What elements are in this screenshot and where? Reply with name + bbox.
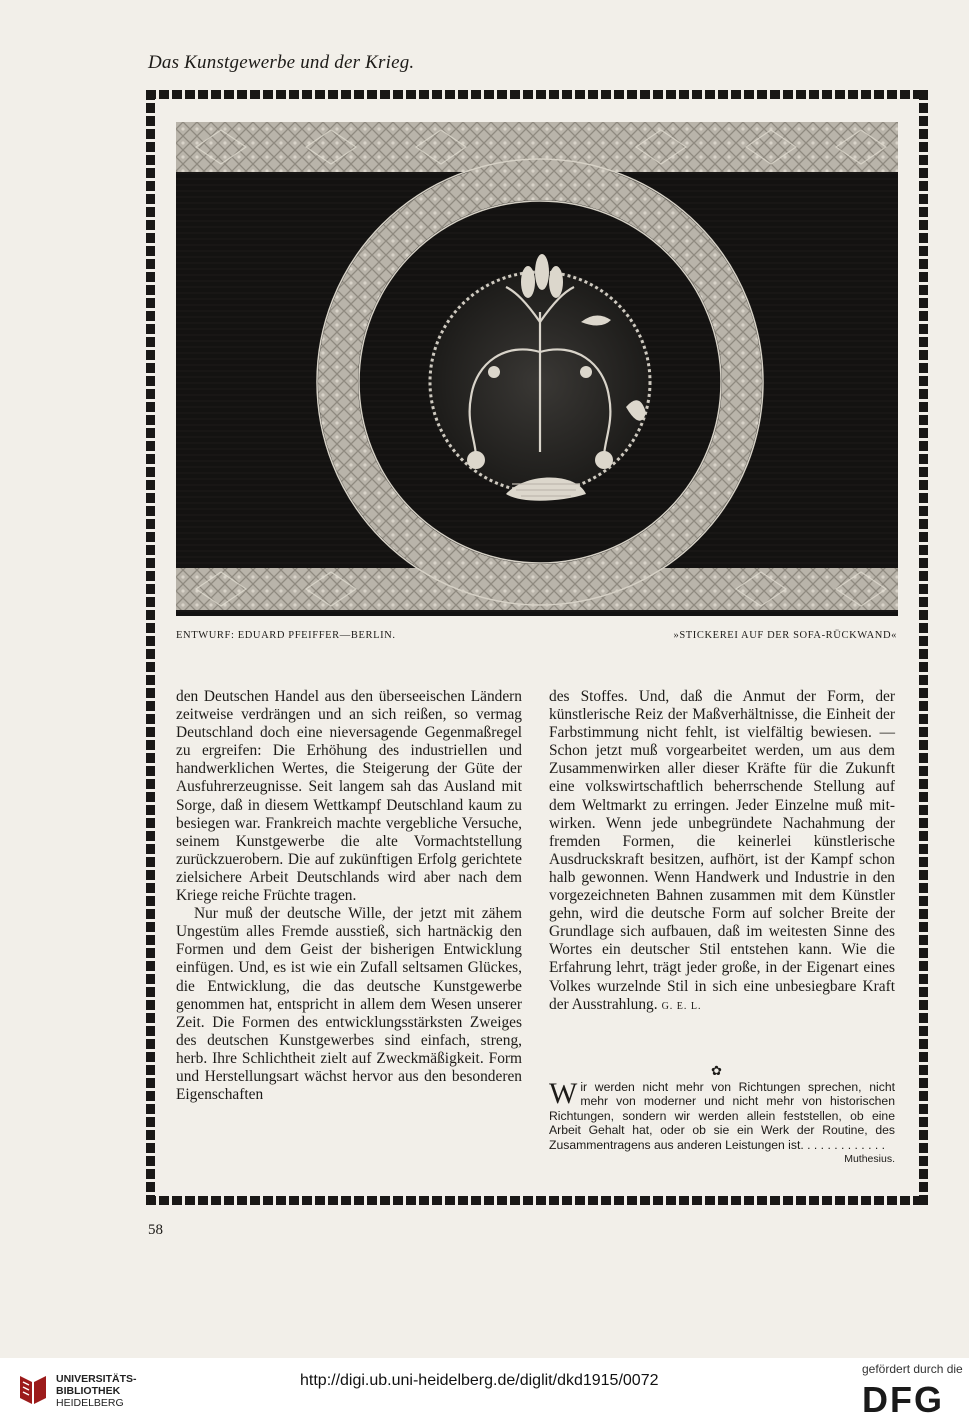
paragraph-text: des Stoffes. Und, daß die Anmut der Form, der künstlerische Reiz der Maßverhältnisse, die Einheit der Farbstimmung nicht fehlt, ist vielfältig bewiesen. — Schon jetzt muß vorgearbeitet werden, um aus dem Zusammenwirken aller dieser Kräfte für die Zukunft eine volkswirtschaftlich beherrschende Stellung auf dem Weltmarkt zu erringen. Jeder Einzelne muß mitwirken. Wenn jede unbegründete Nachahmung der fremden Formen, die keinerlei künstlerische Ausdruckskraft besitzen, aufhört, ist der Kampf schon halb gewonnen. Wenn Handwerk und Industrie in den vorgezeichneten Bahnen zusammen mit dem Künstler gehn, wird die deutsche Form auf solcher Breite der Grundlage sich aufbauen, daß im weitesten Sinne des Wortes ein deutscher Stil entstehen kann. Wie die Erfahrung lehrt, trägt jeder große, in der Eigenart eines Volkes wurzelnde Stil in sich eine unbesiegbare Kraft der Ausstrahlung. (549, 688, 895, 1013)
ornamental-border-left (146, 90, 155, 1205)
digitization-footer (0, 1358, 969, 1425)
ornament-icon: ✿ (711, 1064, 722, 1079)
library-name-line: UNIVERSITÄTS- (56, 1373, 137, 1385)
drop-cap: W (549, 1077, 578, 1110)
embroidery-illustration (176, 122, 898, 616)
running-title: Das Kunstgewerbe und der Krieg. (148, 52, 415, 73)
library-name-line: HEIDELBERG (56, 1397, 124, 1409)
right-column (549, 688, 895, 1016)
ornamental-border-top (146, 90, 928, 99)
quote-box (549, 1077, 895, 1166)
permalink[interactable]: http://digi.ub.uni-heidelberg.de/diglit/dkd1915/0072 (300, 1372, 659, 1389)
quote-text: ir werden nicht mehr von Richtungen sprechen, nicht mehr von moderner und nicht mehr von historischen Richtungen, sondern wir werden allein feststellen, ob eine Arbeit Gehalt hat, oder ob sie ein Werk der Routine, des Zusammentragens aus anderen Leistungen ist. . . . . . . . . . . . . (549, 1080, 895, 1152)
library-name-line: BIBLIOTHEK (56, 1385, 121, 1397)
paragraph (549, 688, 895, 1016)
quote-author: Muthesius. (844, 1153, 895, 1166)
ornamental-border-right (919, 90, 928, 1205)
ornamental-border-bottom (146, 1196, 928, 1205)
author-initials: G. E. L. (661, 1000, 702, 1012)
left-column (176, 688, 522, 1104)
figure-title: »STICKEREI AUF DER SOFA-RÜCKWAND« (673, 630, 897, 641)
figure-credit: ENTWURF: EDUARD PFEIFFER—BERLIN. (176, 630, 396, 641)
university-library-logo-icon (18, 1374, 48, 1406)
funding-notice: gefördert durch die (862, 1362, 963, 1376)
page-number: 58 (148, 1222, 163, 1238)
library-name (56, 1373, 137, 1409)
dfg-logo: DFG (862, 1379, 944, 1420)
embroidery-photograph (176, 122, 898, 616)
paragraph: Nur muß der deutsche Wille, der jetzt mit zähem Ungestüm alles Fremde ausstieß, sich hartnäckig den Formen und dem Geist der bisherigen Entwicklung einfügen. Und, es ist wie ein Zufall seltsamen Glückes, die Entwicklung, die das deutsche Kunstgewerbe genommen hat, entspricht in allem dem Wesen unserer Zeit. Die Formen des entwicklungsstärksten Zweiges des deutschen Kunstgewerbes sind einfach, streng, herb. Ihre Schlichtheit zielt auf Zweckmäßigkeit. Form und Herstellungsart wächst hervor aus den besonderen Eigenschaften (176, 905, 522, 1104)
paragraph: den Deutschen Handel aus den überseeischen Ländern zeitweise verdrängen und an sich reißen, so vermag Deutschland doch eine nieversagende Gegenmaßregel zu ergreifen: Die Erhöhung des industriellen und handwerklichen Wertes, die Steigerung der Güte der Ausfuhrerzeugnisse. Seit langem sah das Ausland mit Sorge, daß in diesem Wettkampf Deutschland kaum zu besiegen war. Frankreich machte vergebliche Versuche, seinem Kunstgewerbe die alte Vormachtstellung zurückzuerobern. Die auf zukünftigen Erfolg gerichtete zielsichere Arbeit Deutschlands wird aber nach dem Kriege reiche Früchte tragen. (176, 688, 522, 905)
